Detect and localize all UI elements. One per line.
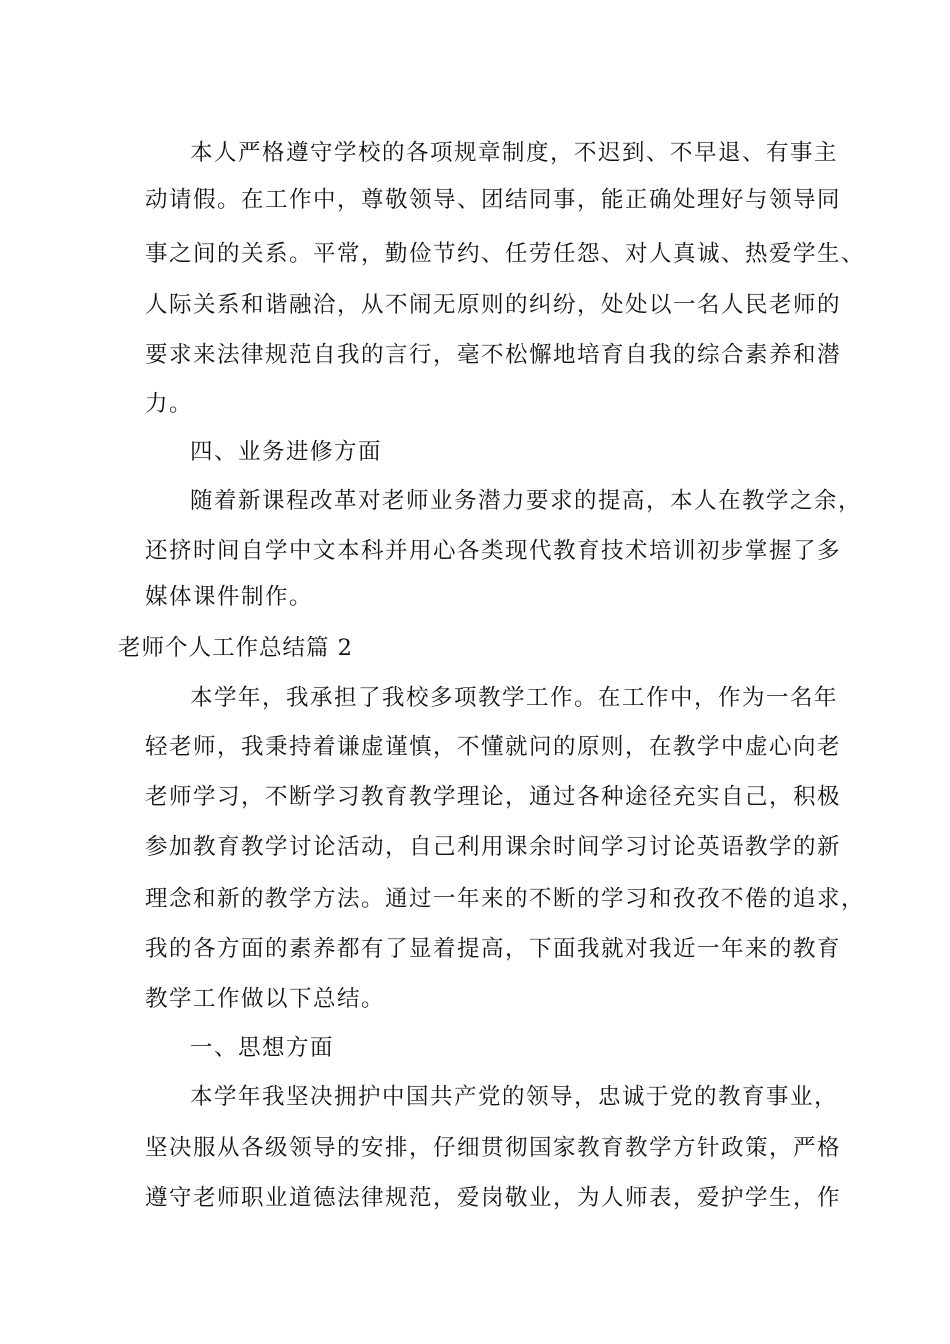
paragraph-line: 轻老师，我秉持着谦虚谨慎，不懂就问的原则，在教学中虚心向老: [145, 734, 842, 760]
section-heading: 四、业务进修方面: [190, 439, 383, 465]
paragraph-line: 本人严格遵守学校的各项规章制度，不迟到、不早退、有事主: [190, 140, 839, 166]
paragraph-line: 动请假。在工作中，尊敬领导、团结同事，能正确处理好与领导同: [145, 187, 842, 213]
paragraph-line: 参加教育教学讨论活动，自己利用课余时间学习讨论英语教学的新: [145, 834, 842, 860]
paragraph-line: 人际关系和谐融洽，从不闹无原则的纠纷，处处以一名人民老师的: [145, 292, 842, 318]
paragraph-line: 坚决服从各级领导的安排，仔细贯彻国家教育教学方针政策，严格: [145, 1135, 842, 1161]
paragraph-line: 我的各方面的素养都有了显着提高，下面我就对我近一年来的教育: [145, 936, 842, 962]
paragraph-line: 本学年我坚决拥护中国共产党的领导，忠诚于党的教育事业，: [190, 1084, 839, 1110]
paragraph-line: 事之间的关系。平常，勤俭节约、任劳任怨、对人真诚、热爱学生、: [145, 241, 866, 267]
paragraph-line: 教学工作做以下总结。: [145, 986, 386, 1012]
paragraph-line: 遵守老师职业道德法律规范，爱岗敬业，为人师表，爱护学生，作: [145, 1185, 842, 1211]
paragraph-line: 随着新课程改革对老师业务潜力要求的提高，本人在教学之余，: [190, 488, 863, 514]
paragraph-line: 要求来法律规范自我的言行，毫不松懈地培育自我的综合素养和潜: [145, 342, 842, 368]
section-heading: 一、思想方面: [190, 1035, 335, 1061]
article-title: 老师个人工作总结篇 2: [118, 635, 353, 661]
paragraph-line: 老师学习，不断学习教育教学理论，通过各种途径充实自己，积极: [145, 784, 842, 810]
paragraph-line: 还挤时间自学中文本科并用心各类现代教育技术培训初步掌握了多: [145, 538, 842, 564]
paragraph-line: 媒体课件制作。: [145, 584, 314, 610]
paragraph-line: 力。: [145, 391, 194, 417]
paragraph-line: 本学年，我承担了我校多项教学工作。在工作中，作为一名年: [190, 685, 839, 711]
paragraph-line: 理念和新的教学方法。通过一年来的不断的学习和孜孜不倦的追求，: [145, 886, 866, 912]
